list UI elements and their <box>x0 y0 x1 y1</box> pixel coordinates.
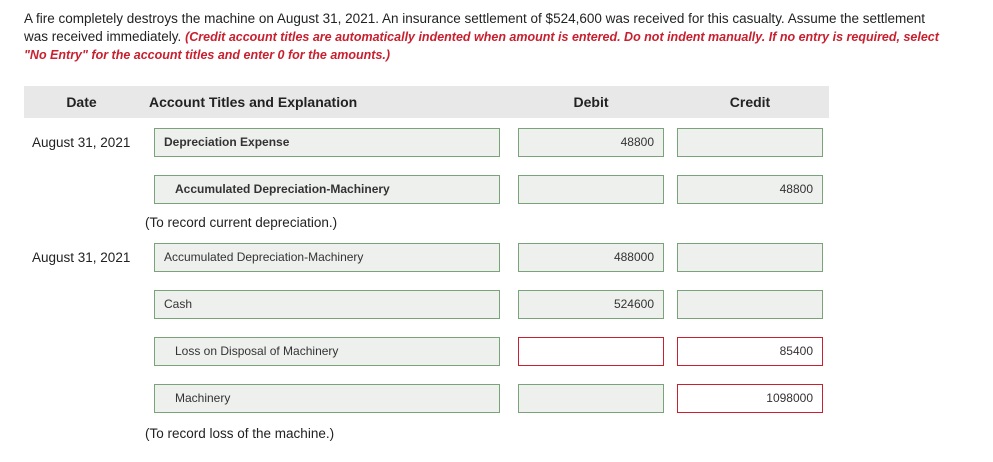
entry-2-line-4-debit-input[interactable] <box>518 384 664 413</box>
header-credit: Credit <box>729 94 771 110</box>
header-account-titles: Account Titles and Explanation <box>149 94 358 110</box>
entry-2-line-1-credit-input[interactable] <box>677 243 823 272</box>
header-debit: Debit <box>573 94 609 110</box>
entry-1-date: August 31, 2021 <box>32 135 131 150</box>
entry-2-line-3-credit-input[interactable]: 85400 <box>677 337 823 366</box>
entry-2-explanation: (To record loss of the machine.) <box>145 426 335 441</box>
header-date: Date <box>66 94 97 110</box>
entry-1-line-1-debit-input[interactable]: 48800 <box>518 128 664 157</box>
entry-2-date: August 31, 2021 <box>32 250 131 265</box>
entry-2-line-2-debit-input[interactable]: 524600 <box>518 290 664 319</box>
question-prompt <box>24 10 944 64</box>
entry-2-line-3-debit-input[interactable] <box>518 337 664 366</box>
entry-1-line-2-credit-input[interactable]: 48800 <box>677 175 823 204</box>
entry-2-line-4-account-select[interactable]: Machinery <box>154 384 500 413</box>
entry-2-line-4-credit-input[interactable]: 1098000 <box>677 384 823 413</box>
entry-1-explanation: (To record current depreciation.) <box>145 215 338 230</box>
entry-1-line-2-account-select[interactable]: Accumulated Depreciation-Machinery <box>154 175 500 204</box>
entry-1-line-1-account-select[interactable]: Depreciation Expense <box>154 128 500 157</box>
entry-2-line-2-credit-input[interactable] <box>677 290 823 319</box>
entry-1-line-2-debit-input[interactable] <box>518 175 664 204</box>
instructions-text: (Credit account titles are automatically indented when amount is entered. Do not indent manually. If no entry is required, select "No Entry" for the account titles and enter 0 for the amounts.) <box>24 30 939 62</box>
entry-2-line-1-debit-input[interactable]: 488000 <box>518 243 664 272</box>
question-text: A fire completely destroys the machine on August 31, 2021. An insurance settlement of $524,600 was received for this casualty. Assume the settlement was received immediately. <box>24 11 926 44</box>
entry-2-line-1-account-select[interactable]: Accumulated Depreciation-Machinery <box>154 243 500 272</box>
entry-1-line-1-credit-input[interactable] <box>677 128 823 157</box>
entry-2-line-3-account-select[interactable]: Loss on Disposal of Machinery <box>154 337 500 366</box>
entry-2-line-2-account-select[interactable]: Cash <box>154 290 500 319</box>
